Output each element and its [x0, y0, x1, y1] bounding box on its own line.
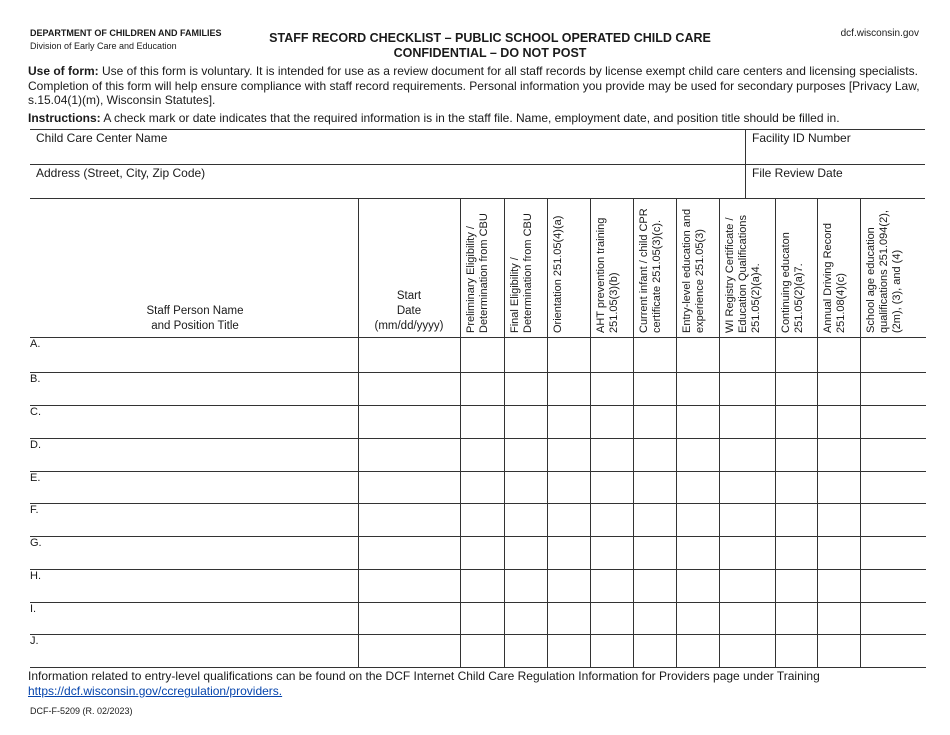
division-name: Division of Early Care and Education	[30, 41, 177, 51]
check-column-header: Orientation 251.05(4)(a)	[552, 215, 564, 333]
address-label: Address (Street, City, Zip Code)	[36, 166, 206, 180]
check-cell[interactable]	[818, 338, 859, 371]
check-cell[interactable]	[634, 635, 675, 666]
check-cell[interactable]	[677, 603, 718, 633]
check-cell[interactable]	[505, 373, 546, 404]
check-cell[interactable]	[677, 537, 718, 568]
staff-name-header	[60, 304, 330, 334]
row-label: D.	[30, 439, 41, 451]
check-cell[interactable]	[548, 635, 589, 666]
check-cell[interactable]	[776, 472, 816, 502]
check-cell[interactable]	[818, 570, 859, 601]
start-date-header-line: Start	[396, 290, 422, 302]
check-column-header: WI Registry Certificate / Education Qualifications 251.05(2)(a)4.	[724, 214, 762, 333]
staff-name-cell[interactable]	[50, 439, 357, 470]
check-column-header: Annual Driving Record 251.08(4)(c)	[822, 222, 847, 333]
check-cell[interactable]	[461, 406, 503, 437]
check-column-header: Final Eligibility / Determination from CBU	[509, 213, 534, 333]
check-cell[interactable]	[720, 603, 774, 633]
check-cell[interactable]	[776, 439, 816, 470]
check-cell[interactable]	[776, 570, 816, 601]
instructions-label: Instructions:	[28, 111, 101, 125]
review-date-label: File Review Date	[752, 166, 843, 180]
check-cell[interactable]	[776, 504, 816, 535]
check-cell[interactable]	[461, 472, 503, 502]
staff-name-cell[interactable]	[50, 406, 357, 437]
start-date-header-line: (mm/dd/yyyy)	[374, 320, 444, 332]
check-cell[interactable]	[861, 439, 925, 470]
check-cell[interactable]	[677, 338, 718, 371]
grid-row-line	[30, 667, 926, 668]
instructions-text: A check mark or date indicates that the required information is in the staff file. Name, employment date, and position title should be filled in.	[100, 111, 840, 125]
check-cell[interactable]	[505, 635, 546, 666]
providers-link[interactable]: https://dcf.wisconsin.gov/ccregulation/providers.	[28, 684, 283, 698]
divider	[745, 129, 746, 198]
row-label: J.	[30, 635, 39, 647]
check-cell[interactable]	[861, 570, 925, 601]
check-column-header: Current infant / child CPR certificate 251.05(3)(c).	[638, 208, 663, 333]
check-cell[interactable]	[634, 472, 675, 502]
check-cell[interactable]	[591, 603, 632, 633]
check-cell[interactable]	[461, 603, 503, 633]
check-column-header: AHT prevention training 251.05(3)(b)	[595, 217, 620, 333]
review-date-field[interactable]	[752, 166, 922, 196]
check-cell[interactable]	[461, 635, 503, 666]
check-cell[interactable]	[776, 373, 816, 404]
check-cell[interactable]	[634, 570, 675, 601]
check-cell[interactable]	[720, 537, 774, 568]
check-cell[interactable]	[818, 504, 859, 535]
check-cell[interactable]	[720, 406, 774, 437]
check-cell[interactable]	[818, 603, 859, 633]
row-label: H.	[30, 570, 41, 582]
check-cell[interactable]	[776, 338, 816, 371]
check-cell[interactable]	[634, 338, 675, 371]
check-cell[interactable]	[818, 537, 859, 568]
check-cell[interactable]	[548, 373, 589, 404]
check-cell[interactable]	[505, 504, 546, 535]
check-cell[interactable]	[591, 504, 632, 535]
check-cell[interactable]	[677, 373, 718, 404]
check-cell[interactable]	[591, 570, 632, 601]
row-label: B.	[30, 373, 41, 385]
start-date-cell[interactable]	[359, 570, 459, 601]
use-of-form-label: Use of form:	[28, 64, 99, 78]
check-cell[interactable]	[461, 537, 503, 568]
use-of-form-paragraph	[28, 64, 926, 108]
check-cell[interactable]	[861, 373, 925, 404]
start-date-cell[interactable]	[359, 504, 459, 535]
row-label: C.	[30, 406, 41, 418]
check-cell[interactable]	[505, 472, 546, 502]
check-cell[interactable]	[591, 472, 632, 502]
check-cell[interactable]	[634, 603, 675, 633]
check-cell[interactable]	[861, 537, 925, 568]
start-date-cell[interactable]	[359, 373, 459, 404]
row-label: F.	[30, 504, 39, 516]
check-cell[interactable]	[548, 338, 589, 371]
start-date-cell[interactable]	[359, 603, 459, 633]
staff-name-cell[interactable]	[50, 504, 357, 535]
start-date-cell[interactable]	[359, 537, 459, 568]
staff-name-cell[interactable]	[50, 373, 357, 404]
check-cell[interactable]	[818, 472, 859, 502]
check-cell[interactable]	[776, 603, 816, 633]
check-cell[interactable]	[861, 406, 925, 437]
check-cell[interactable]	[720, 504, 774, 535]
check-cell[interactable]	[861, 603, 925, 633]
check-column-header: Continuing educaton 251.05(2)(a)7.	[780, 232, 805, 333]
check-cell[interactable]	[548, 603, 589, 633]
use-of-form-text: Use of this form is voluntary. It is intended for use as a review document for all staff records by license exempt child care centers and licensing specialists. Completion of this form will help ensure compliance with staff record requirements. Personal information you provide may be used for secondary purposes [Privacy Law, s.15.04(1)(m), Wisconsin Statutes].	[28, 64, 920, 107]
check-cell[interactable]	[861, 472, 925, 502]
form-number: DCF-F-5209 (R. 02/2023)	[30, 706, 133, 716]
check-cell[interactable]	[818, 635, 859, 666]
start-date-cell[interactable]	[359, 472, 459, 502]
staff-name-cell[interactable]	[50, 635, 357, 666]
check-cell[interactable]	[720, 472, 774, 502]
check-cell[interactable]	[548, 472, 589, 502]
staff-name-cell[interactable]	[50, 603, 357, 633]
center-name-field[interactable]	[36, 131, 736, 162]
row-label: A.	[30, 338, 41, 350]
check-cell[interactable]	[461, 373, 503, 404]
start-date-header	[358, 289, 460, 334]
form-subtitle: CONFIDENTIAL – DO NOT POST	[393, 46, 587, 60]
check-cell[interactable]	[505, 570, 546, 601]
divider	[30, 164, 925, 165]
check-column-header: Preliminary Eligibility / Determination from CBU	[465, 213, 490, 333]
department-name: DEPARTMENT OF CHILDREN AND FAMILIES	[30, 28, 222, 38]
staff-name-cell[interactable]	[50, 472, 357, 502]
center-name-label: Child Care Center Name	[36, 131, 168, 145]
check-column-header: School age education qualifications 251.094(2), (2m), (3), and (4)	[865, 210, 903, 333]
check-cell[interactable]	[548, 504, 589, 535]
check-cell[interactable]	[720, 338, 774, 371]
row-label: G.	[30, 537, 42, 549]
check-cell[interactable]	[818, 406, 859, 437]
check-cell[interactable]	[505, 603, 546, 633]
staff-name-header-line: Staff Person Name	[146, 305, 244, 317]
row-label: E.	[30, 472, 41, 484]
check-cell[interactable]	[776, 406, 816, 437]
address-field[interactable]	[36, 166, 736, 196]
facility-id-label: Facility ID Number	[752, 131, 851, 145]
check-cell[interactable]	[861, 338, 925, 371]
form-title: STAFF RECORD CHECKLIST – PUBLIC SCHOOL OPERATED CHILD CARE	[269, 31, 711, 45]
check-cell[interactable]	[461, 439, 503, 470]
staff-name-header-line: and Position Title	[151, 320, 239, 332]
website-label: dcf.wisconsin.gov	[840, 28, 919, 39]
check-cell[interactable]	[591, 373, 632, 404]
check-cell[interactable]	[634, 439, 675, 470]
start-date-header-line: Date	[396, 305, 422, 317]
start-date-cell[interactable]	[359, 439, 459, 470]
check-cell[interactable]	[591, 537, 632, 568]
check-cell[interactable]	[677, 570, 718, 601]
start-date-cell[interactable]	[359, 635, 459, 666]
staff-name-cell[interactable]	[50, 338, 357, 371]
staff-name-cell[interactable]	[50, 570, 357, 601]
check-cell[interactable]	[461, 504, 503, 535]
check-cell[interactable]	[677, 635, 718, 666]
check-cell[interactable]	[461, 338, 503, 371]
check-cell[interactable]	[861, 504, 925, 535]
check-cell[interactable]	[677, 504, 718, 535]
check-cell[interactable]	[818, 439, 859, 470]
check-cell[interactable]	[591, 406, 632, 437]
row-label: I.	[30, 603, 37, 615]
staff-name-cell[interactable]	[50, 537, 357, 568]
check-cell[interactable]	[720, 439, 774, 470]
check-cell[interactable]	[548, 570, 589, 601]
check-cell[interactable]	[634, 537, 675, 568]
check-cell[interactable]	[505, 439, 546, 470]
facility-id-field[interactable]	[752, 131, 922, 162]
check-cell[interactable]	[505, 338, 546, 371]
instructions-paragraph	[28, 111, 926, 126]
check-cell[interactable]	[677, 439, 718, 470]
start-date-cell[interactable]	[359, 406, 459, 437]
check-cell[interactable]	[720, 373, 774, 404]
divider	[30, 198, 925, 199]
check-cell[interactable]	[776, 635, 816, 666]
check-cell[interactable]	[505, 406, 546, 437]
check-cell[interactable]	[861, 635, 925, 666]
check-cell[interactable]	[591, 338, 632, 371]
divider	[30, 129, 925, 130]
check-cell[interactable]	[548, 537, 589, 568]
check-cell[interactable]	[818, 373, 859, 404]
check-cell[interactable]	[677, 406, 718, 437]
check-cell[interactable]	[720, 570, 774, 601]
check-cell[interactable]	[461, 570, 503, 601]
check-cell[interactable]	[591, 439, 632, 470]
check-cell[interactable]	[634, 373, 675, 404]
check-cell[interactable]	[634, 504, 675, 535]
check-cell[interactable]	[548, 406, 589, 437]
check-cell[interactable]	[505, 537, 546, 568]
check-cell[interactable]	[634, 406, 675, 437]
start-date-cell[interactable]	[359, 338, 459, 371]
check-cell[interactable]	[591, 635, 632, 666]
check-cell[interactable]	[776, 537, 816, 568]
footer-note: Information related to entry-level qualifications can be found on the DCF Internet Child Care Regulation Information for Providers page under Training	[28, 669, 820, 683]
check-cell[interactable]	[548, 439, 589, 470]
check-column-header: Entry-level education and experience 251.05(3)	[681, 208, 706, 333]
check-cell[interactable]	[720, 635, 774, 666]
check-cell[interactable]	[677, 472, 718, 502]
